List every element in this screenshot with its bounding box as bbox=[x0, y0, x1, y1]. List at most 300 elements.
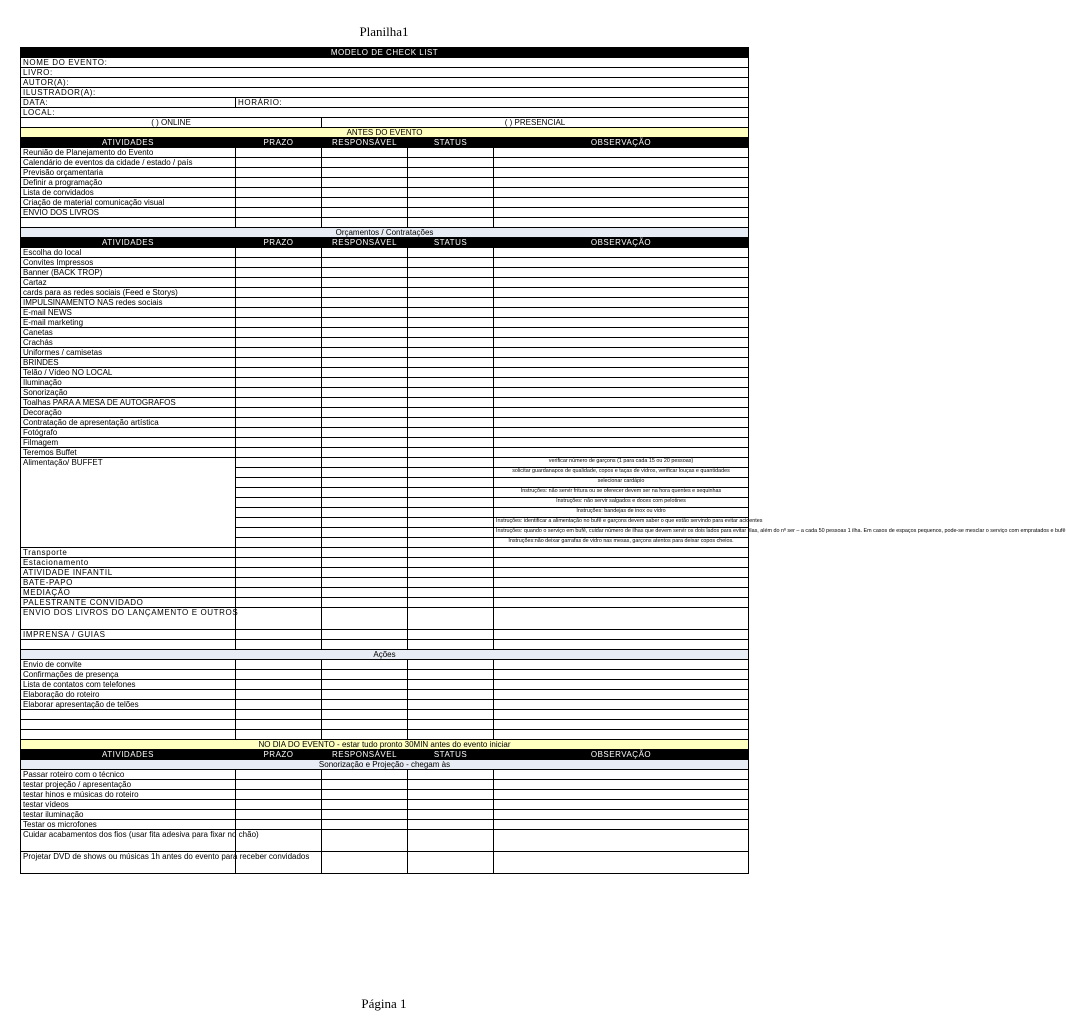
table-row bbox=[21, 418, 749, 428]
entry-cell[interactable] bbox=[494, 710, 749, 720]
entry-cell[interactable] bbox=[322, 218, 408, 228]
buffet-note: Instruções: quando o serviço em bufê, cuidar número de ilhas que devem servir os dois lados para evitar filas, além do nº ser – a cada 50 pessoas 1 ilha. Em casos de espaços pequenos, pode-se mesclar o serviço com empratados e bufê bbox=[494, 528, 749, 538]
entry-cell[interactable] bbox=[408, 820, 494, 830]
entry-cell[interactable] bbox=[322, 368, 408, 378]
entry-cell[interactable] bbox=[408, 578, 494, 588]
entry-cell[interactable] bbox=[494, 328, 749, 338]
table-row bbox=[21, 630, 749, 640]
entry-cell[interactable] bbox=[322, 448, 408, 458]
entry-cell[interactable] bbox=[408, 408, 494, 418]
entry-cell[interactable] bbox=[322, 690, 408, 700]
entry-cell[interactable] bbox=[494, 800, 749, 810]
entry-cell[interactable] bbox=[408, 418, 494, 428]
entry-cell[interactable] bbox=[494, 288, 749, 298]
section-title-dia-row bbox=[21, 740, 749, 750]
entry-cell[interactable] bbox=[494, 148, 749, 158]
entry-cell[interactable] bbox=[322, 148, 408, 158]
entry-cell[interactable] bbox=[494, 258, 749, 268]
entry-cell[interactable] bbox=[494, 630, 749, 640]
activity-label: Cartaz bbox=[21, 278, 236, 288]
entry-cell[interactable] bbox=[494, 378, 749, 388]
blank-row bbox=[21, 640, 749, 650]
entry-cell[interactable] bbox=[408, 518, 494, 528]
entry-cell[interactable] bbox=[494, 388, 749, 398]
table-row bbox=[21, 770, 749, 780]
entry-cell[interactable] bbox=[236, 438, 322, 448]
entry-cell[interactable] bbox=[236, 338, 322, 348]
entry-cell[interactable] bbox=[408, 198, 494, 208]
entry-cell[interactable] bbox=[408, 810, 494, 820]
entry-cell[interactable] bbox=[236, 478, 322, 488]
entry-cell[interactable] bbox=[322, 458, 408, 468]
entry-cell[interactable] bbox=[322, 188, 408, 198]
entry-cell[interactable] bbox=[236, 518, 322, 528]
entry-cell[interactable] bbox=[408, 398, 494, 408]
entry-cell[interactable] bbox=[408, 348, 494, 358]
table-row bbox=[21, 358, 749, 368]
entry-cell[interactable] bbox=[236, 608, 322, 630]
entry-cell[interactable] bbox=[494, 348, 749, 358]
entry-cell[interactable] bbox=[236, 720, 322, 730]
entry-cell[interactable] bbox=[236, 188, 322, 198]
entry-cell[interactable] bbox=[322, 158, 408, 168]
activity-label: Decoração bbox=[21, 408, 236, 418]
table-row bbox=[21, 398, 749, 408]
entry-cell[interactable] bbox=[494, 438, 749, 448]
entry-cell[interactable] bbox=[236, 168, 322, 178]
entry-cell[interactable] bbox=[236, 318, 322, 328]
entry-cell[interactable] bbox=[236, 598, 322, 608]
entry-cell[interactable] bbox=[408, 168, 494, 178]
entry-cell[interactable] bbox=[236, 548, 322, 558]
entry-cell[interactable] bbox=[408, 308, 494, 318]
entry-cell[interactable] bbox=[236, 680, 322, 690]
blank-row bbox=[21, 710, 749, 720]
entry-cell[interactable] bbox=[236, 408, 322, 418]
table-row bbox=[21, 348, 749, 358]
entry-cell[interactable] bbox=[236, 158, 322, 168]
table-row bbox=[21, 568, 749, 578]
entry-cell[interactable] bbox=[494, 428, 749, 438]
entry-cell[interactable] bbox=[236, 820, 322, 830]
entry-cell[interactable] bbox=[322, 700, 408, 710]
entry-cell[interactable] bbox=[236, 630, 322, 640]
entry-cell[interactable] bbox=[236, 358, 322, 368]
entry-cell[interactable] bbox=[322, 338, 408, 348]
entry-cell[interactable] bbox=[408, 800, 494, 810]
entry-cell[interactable] bbox=[408, 548, 494, 558]
entry-cell[interactable] bbox=[408, 468, 494, 478]
entry-cell[interactable] bbox=[322, 408, 408, 418]
entry-cell[interactable] bbox=[408, 188, 494, 198]
entry-cell[interactable] bbox=[322, 660, 408, 670]
entry-cell[interactable] bbox=[322, 328, 408, 338]
entry-cell[interactable] bbox=[322, 528, 408, 538]
activity-label: IMPULSINAMENTO NAS redes sociais bbox=[21, 298, 236, 308]
entry-cell[interactable] bbox=[408, 640, 494, 650]
entry-cell[interactable] bbox=[408, 208, 494, 218]
entry-cell[interactable] bbox=[236, 558, 322, 568]
table-row bbox=[21, 278, 749, 288]
entry-cell[interactable] bbox=[322, 720, 408, 730]
entry-cell[interactable] bbox=[322, 538, 408, 548]
entry-cell[interactable] bbox=[494, 780, 749, 790]
entry-cell[interactable] bbox=[494, 338, 749, 348]
column-header: OBSERVAÇÃO bbox=[494, 750, 749, 760]
table-row bbox=[21, 608, 749, 630]
entry-cell[interactable] bbox=[408, 780, 494, 790]
entry-cell[interactable] bbox=[322, 790, 408, 800]
entry-cell[interactable] bbox=[322, 378, 408, 388]
entry-cell[interactable] bbox=[236, 278, 322, 288]
entry-cell[interactable] bbox=[322, 468, 408, 478]
entry-cell[interactable] bbox=[236, 800, 322, 810]
entry-cell[interactable] bbox=[322, 598, 408, 608]
entry-cell[interactable] bbox=[494, 448, 749, 458]
entry-cell[interactable] bbox=[322, 558, 408, 568]
entry-cell[interactable] bbox=[494, 558, 749, 568]
entry-cell[interactable] bbox=[494, 188, 749, 198]
entry-cell[interactable] bbox=[494, 198, 749, 208]
entry-cell[interactable] bbox=[236, 458, 322, 468]
entry-cell[interactable] bbox=[408, 298, 494, 308]
table-row bbox=[21, 328, 749, 338]
entry-cell[interactable] bbox=[408, 378, 494, 388]
place-label[interactable]: LOCAL: bbox=[21, 108, 749, 118]
entry-cell[interactable] bbox=[408, 158, 494, 168]
entry-cell[interactable] bbox=[494, 598, 749, 608]
section-title-acoes: Ações bbox=[21, 650, 749, 660]
entry-cell[interactable] bbox=[494, 218, 749, 228]
entry-cell[interactable] bbox=[494, 730, 749, 740]
entry-cell[interactable] bbox=[322, 438, 408, 448]
entry-cell[interactable] bbox=[236, 308, 322, 318]
activity-label: Lista de convidados bbox=[21, 188, 236, 198]
activity-label: Lista de contatos com telefones bbox=[21, 680, 236, 690]
entry-cell[interactable] bbox=[322, 398, 408, 408]
entry-cell[interactable] bbox=[236, 368, 322, 378]
entry-cell[interactable] bbox=[236, 178, 322, 188]
entry-cell[interactable] bbox=[322, 258, 408, 268]
entry-cell[interactable] bbox=[408, 288, 494, 298]
entry-cell[interactable] bbox=[236, 468, 322, 478]
entry-cell[interactable] bbox=[494, 308, 749, 318]
entry-cell[interactable] bbox=[494, 790, 749, 800]
entry-cell[interactable] bbox=[236, 428, 322, 438]
entry-cell[interactable] bbox=[322, 358, 408, 368]
entry-cell[interactable] bbox=[408, 508, 494, 518]
entry-cell[interactable] bbox=[236, 770, 322, 780]
entry-cell[interactable] bbox=[236, 218, 322, 228]
entry-cell[interactable] bbox=[408, 358, 494, 368]
time-label[interactable]: HORÁRIO: bbox=[236, 98, 749, 108]
entry-cell[interactable] bbox=[494, 770, 749, 780]
entry-cell[interactable] bbox=[322, 820, 408, 830]
entry-cell[interactable] bbox=[494, 568, 749, 578]
entry-cell[interactable] bbox=[236, 568, 322, 578]
entry-cell[interactable] bbox=[21, 730, 236, 740]
entry-cell[interactable] bbox=[21, 218, 236, 228]
entry-cell[interactable] bbox=[236, 508, 322, 518]
entry-cell[interactable] bbox=[236, 378, 322, 388]
entry-cell[interactable] bbox=[236, 268, 322, 278]
entry-cell[interactable] bbox=[322, 418, 408, 428]
table-row bbox=[21, 258, 749, 268]
entry-cell[interactable] bbox=[236, 488, 322, 498]
entry-cell[interactable] bbox=[408, 388, 494, 398]
entry-cell[interactable] bbox=[322, 388, 408, 398]
entry-cell[interactable] bbox=[236, 780, 322, 790]
entry-cell[interactable] bbox=[322, 178, 408, 188]
entry-cell[interactable] bbox=[322, 168, 408, 178]
date-label[interactable]: DATA: bbox=[21, 98, 236, 108]
entry-cell[interactable] bbox=[236, 670, 322, 680]
entry-cell[interactable] bbox=[408, 830, 494, 852]
table-row bbox=[21, 660, 749, 670]
entry-cell[interactable] bbox=[236, 328, 322, 338]
entry-cell[interactable] bbox=[322, 488, 408, 498]
entry-cell[interactable] bbox=[408, 670, 494, 680]
header-field-label[interactable]: LIVRO: bbox=[21, 68, 749, 78]
header-field-label[interactable]: ILUSTRADOR(A): bbox=[21, 88, 749, 98]
entry-cell[interactable] bbox=[322, 318, 408, 328]
entry-cell[interactable] bbox=[236, 498, 322, 508]
entry-cell[interactable] bbox=[408, 720, 494, 730]
entry-cell[interactable] bbox=[322, 278, 408, 288]
entry-cell[interactable] bbox=[408, 700, 494, 710]
entry-cell[interactable] bbox=[494, 640, 749, 650]
section-title-antes: ANTES DO EVENTO bbox=[21, 128, 749, 138]
entry-cell[interactable] bbox=[322, 670, 408, 680]
entry-cell[interactable] bbox=[21, 720, 236, 730]
entry-cell[interactable] bbox=[322, 508, 408, 518]
activity-label: Banner (BACK TROP) bbox=[21, 268, 236, 278]
entry-cell[interactable] bbox=[494, 830, 749, 852]
entry-cell[interactable] bbox=[408, 148, 494, 158]
entry-cell[interactable] bbox=[236, 448, 322, 458]
entry-cell[interactable] bbox=[236, 148, 322, 158]
entry-cell[interactable] bbox=[494, 408, 749, 418]
entry-cell[interactable] bbox=[322, 568, 408, 578]
entry-cell[interactable] bbox=[322, 268, 408, 278]
entry-cell[interactable] bbox=[408, 248, 494, 258]
entry-cell[interactable] bbox=[236, 348, 322, 358]
entry-cell[interactable] bbox=[236, 398, 322, 408]
table-row bbox=[21, 338, 749, 348]
entry-cell[interactable] bbox=[322, 308, 408, 318]
table-row bbox=[21, 690, 749, 700]
entry-cell[interactable] bbox=[322, 588, 408, 598]
activity-label: testar iluminação bbox=[21, 810, 236, 820]
table-row bbox=[21, 188, 749, 198]
table-row bbox=[21, 800, 749, 810]
entry-cell[interactable] bbox=[494, 278, 749, 288]
entry-cell[interactable] bbox=[408, 608, 494, 630]
entry-cell[interactable] bbox=[494, 720, 749, 730]
entry-cell[interactable] bbox=[408, 660, 494, 670]
online-option[interactable]: ( ) ONLINE bbox=[21, 118, 322, 128]
entry-cell[interactable] bbox=[236, 710, 322, 720]
entry-cell[interactable] bbox=[494, 680, 749, 690]
table-row bbox=[21, 178, 749, 188]
entry-cell[interactable] bbox=[494, 168, 749, 178]
entry-cell[interactable] bbox=[236, 258, 322, 268]
entry-cell[interactable] bbox=[494, 548, 749, 558]
activity-label: Envio de convite bbox=[21, 660, 236, 670]
entry-cell[interactable] bbox=[494, 248, 749, 258]
entry-cell[interactable] bbox=[322, 852, 408, 874]
buffet-note: solicitar guardanapos de qualidade, copos e taças de vidros, verificar louças e quantidades bbox=[494, 468, 749, 478]
entry-cell[interactable] bbox=[322, 770, 408, 780]
entry-cell[interactable] bbox=[21, 640, 236, 650]
entry-cell[interactable] bbox=[236, 198, 322, 208]
entry-cell[interactable] bbox=[322, 298, 408, 308]
entry-cell[interactable] bbox=[322, 800, 408, 810]
activity-label: BRINDES bbox=[21, 358, 236, 368]
column-header: STATUS bbox=[408, 238, 494, 248]
entry-cell[interactable] bbox=[236, 578, 322, 588]
entry-cell[interactable] bbox=[408, 318, 494, 328]
entry-cell[interactable] bbox=[408, 448, 494, 458]
entry-cell[interactable] bbox=[236, 640, 322, 650]
entry-cell[interactable] bbox=[236, 810, 322, 820]
entry-cell[interactable] bbox=[494, 418, 749, 428]
activity-label: Escolha do local bbox=[21, 248, 236, 258]
entry-cell[interactable] bbox=[408, 268, 494, 278]
entry-cell[interactable] bbox=[494, 690, 749, 700]
entry-cell[interactable] bbox=[236, 248, 322, 258]
entry-cell[interactable] bbox=[322, 710, 408, 720]
entry-cell[interactable] bbox=[408, 598, 494, 608]
entry-cell[interactable] bbox=[408, 478, 494, 488]
entry-cell[interactable] bbox=[322, 780, 408, 790]
column-header-row bbox=[21, 238, 749, 248]
entry-cell[interactable] bbox=[322, 348, 408, 358]
entry-cell[interactable] bbox=[236, 538, 322, 548]
entry-cell[interactable] bbox=[408, 558, 494, 568]
column-header-row bbox=[21, 138, 749, 148]
entry-cell[interactable] bbox=[408, 630, 494, 640]
entry-cell[interactable] bbox=[236, 730, 322, 740]
entry-cell[interactable] bbox=[322, 478, 408, 488]
entry-cell[interactable] bbox=[408, 328, 494, 338]
table-row bbox=[21, 670, 749, 680]
entry-cell[interactable] bbox=[408, 338, 494, 348]
entry-cell[interactable] bbox=[322, 640, 408, 650]
entry-cell[interactable] bbox=[408, 428, 494, 438]
header-field-label[interactable]: AUTOR(A): bbox=[21, 78, 749, 88]
entry-cell[interactable] bbox=[322, 498, 408, 508]
presencial-option[interactable]: ( ) PRESENCIAL bbox=[322, 118, 749, 128]
entry-cell[interactable] bbox=[408, 528, 494, 538]
table-row bbox=[21, 208, 749, 218]
entry-cell[interactable] bbox=[408, 690, 494, 700]
entry-cell[interactable] bbox=[494, 670, 749, 680]
entry-cell[interactable] bbox=[408, 368, 494, 378]
activity-label: testar hinos e músicas do roteiro bbox=[21, 790, 236, 800]
entry-cell[interactable] bbox=[322, 518, 408, 528]
entry-cell[interactable] bbox=[21, 710, 236, 720]
entry-cell[interactable] bbox=[494, 852, 749, 874]
entry-cell[interactable] bbox=[236, 288, 322, 298]
entry-cell[interactable] bbox=[322, 428, 408, 438]
entry-cell[interactable] bbox=[322, 810, 408, 820]
entry-cell[interactable] bbox=[494, 368, 749, 378]
entry-cell[interactable] bbox=[236, 588, 322, 598]
entry-cell[interactable] bbox=[494, 578, 749, 588]
entry-cell[interactable] bbox=[322, 198, 408, 208]
entry-cell[interactable] bbox=[408, 790, 494, 800]
entry-cell[interactable] bbox=[322, 208, 408, 218]
entry-cell[interactable] bbox=[494, 268, 749, 278]
entry-cell[interactable] bbox=[494, 398, 749, 408]
entry-cell[interactable] bbox=[408, 278, 494, 288]
entry-cell[interactable] bbox=[322, 830, 408, 852]
entry-cell[interactable] bbox=[494, 660, 749, 670]
entry-cell[interactable] bbox=[494, 820, 749, 830]
entry-cell[interactable] bbox=[494, 810, 749, 820]
entry-cell[interactable] bbox=[494, 178, 749, 188]
activity-label: testar vídeos bbox=[21, 800, 236, 810]
entry-cell[interactable] bbox=[494, 358, 749, 368]
entry-cell[interactable] bbox=[408, 438, 494, 448]
header-field-label[interactable]: NOME DO EVENTO: bbox=[21, 58, 749, 68]
activity-label: Calendário de eventos da cidade / estado / país bbox=[21, 158, 236, 168]
entry-cell[interactable] bbox=[408, 498, 494, 508]
entry-cell[interactable] bbox=[408, 568, 494, 578]
entry-cell[interactable] bbox=[322, 608, 408, 630]
entry-cell[interactable] bbox=[494, 158, 749, 168]
entry-cell[interactable] bbox=[408, 730, 494, 740]
entry-cell[interactable] bbox=[408, 588, 494, 598]
entry-cell[interactable] bbox=[322, 548, 408, 558]
entry-cell[interactable] bbox=[236, 298, 322, 308]
activity-label: Projetar DVD de shows ou músicas 1h antes do evento para receber convidados bbox=[21, 852, 236, 874]
entry-cell[interactable] bbox=[494, 588, 749, 598]
entry-cell[interactable] bbox=[408, 258, 494, 268]
entry-cell[interactable] bbox=[322, 288, 408, 298]
entry-cell[interactable] bbox=[408, 178, 494, 188]
entry-cell[interactable] bbox=[494, 208, 749, 218]
entry-cell[interactable] bbox=[322, 680, 408, 690]
entry-cell[interactable] bbox=[408, 680, 494, 690]
entry-cell[interactable] bbox=[236, 418, 322, 428]
entry-cell[interactable] bbox=[322, 578, 408, 588]
entry-cell[interactable] bbox=[322, 630, 408, 640]
entry-cell[interactable] bbox=[494, 318, 749, 328]
entry-cell[interactable] bbox=[408, 538, 494, 548]
entry-cell[interactable] bbox=[408, 852, 494, 874]
entry-cell[interactable] bbox=[236, 388, 322, 398]
entry-cell[interactable] bbox=[494, 700, 749, 710]
entry-cell[interactable] bbox=[494, 608, 749, 630]
entry-cell[interactable] bbox=[494, 298, 749, 308]
entry-cell[interactable] bbox=[408, 488, 494, 498]
entry-cell[interactable] bbox=[236, 208, 322, 218]
section-title-antes-row bbox=[21, 128, 749, 138]
entry-cell[interactable] bbox=[408, 218, 494, 228]
entry-cell[interactable] bbox=[236, 528, 322, 538]
entry-cell[interactable] bbox=[322, 730, 408, 740]
entry-cell[interactable] bbox=[236, 700, 322, 710]
entry-cell[interactable] bbox=[408, 770, 494, 780]
entry-cell[interactable] bbox=[408, 710, 494, 720]
entry-cell[interactable] bbox=[408, 458, 494, 468]
entry-cell[interactable] bbox=[322, 248, 408, 258]
entry-cell[interactable] bbox=[236, 660, 322, 670]
entry-cell[interactable] bbox=[236, 790, 322, 800]
entry-cell[interactable] bbox=[236, 690, 322, 700]
